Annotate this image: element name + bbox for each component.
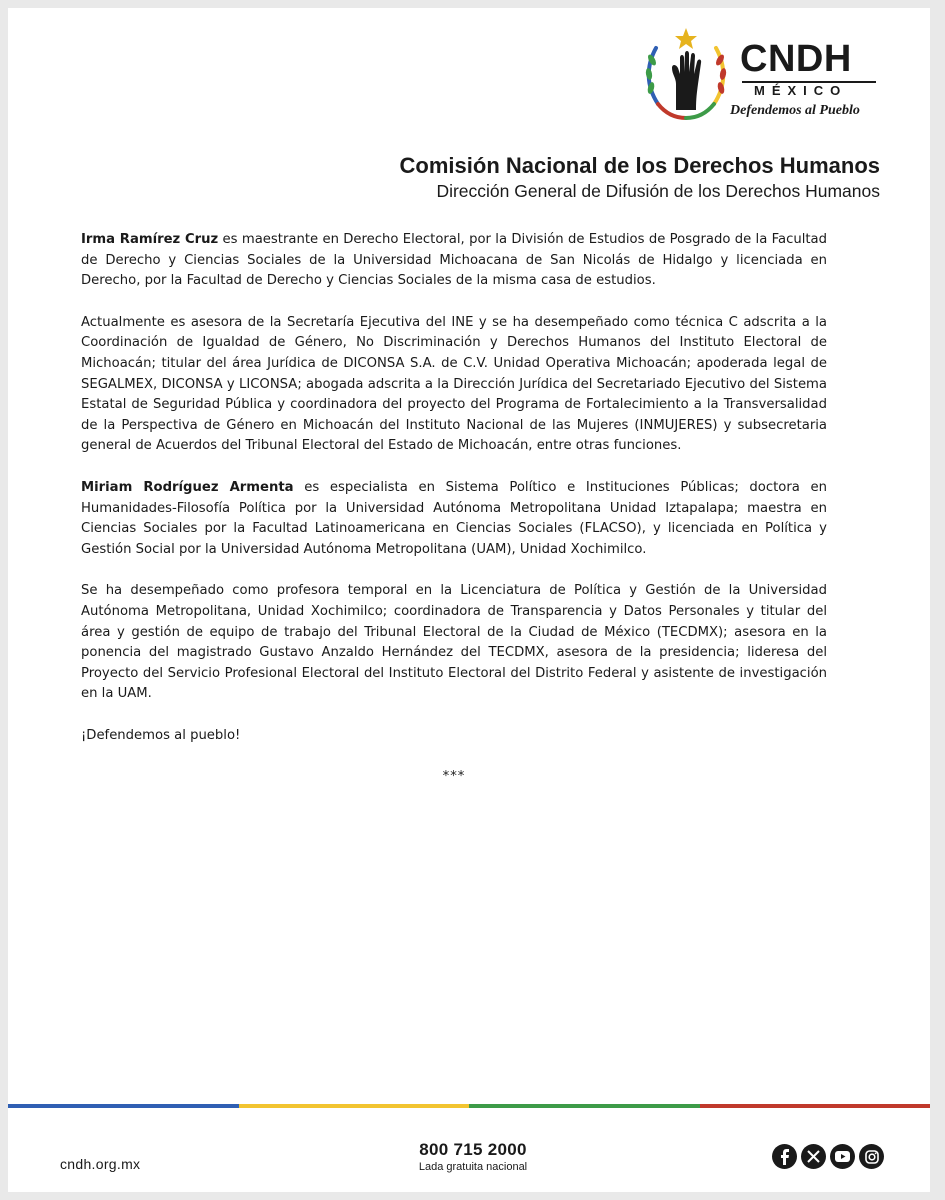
- phone-label: Lada gratuita nacional: [418, 1161, 528, 1173]
- logo-slogan: Defendemos al Pueblo: [730, 103, 860, 118]
- cndh-logo: [636, 26, 886, 126]
- person-name: Miriam Rodríguez Armenta: [81, 479, 294, 495]
- footer-color-bar: [8, 1104, 930, 1108]
- social-links: [772, 1144, 884, 1169]
- paragraph: [81, 313, 827, 457]
- person-name: Irma Ramírez Cruz: [81, 232, 219, 247]
- website-link[interactable]: cndh.org.mx: [60, 1156, 141, 1172]
- paragraph: [81, 581, 827, 705]
- facebook-icon[interactable]: [772, 1144, 797, 1169]
- bar-segment-blue: [8, 1104, 239, 1108]
- phone-block: [388, 1140, 558, 1174]
- bar-segment-yellow: [239, 1104, 470, 1108]
- bar-segment-green: [469, 1104, 700, 1108]
- section-separator: ***: [442, 769, 466, 785]
- document-body: [81, 230, 827, 788]
- document-heading: [400, 152, 880, 202]
- closing-line: ¡Defendemos al pueblo!: [81, 727, 241, 743]
- document-page: [8, 8, 930, 1192]
- paragraph-text: Actualmente es asesora de la Secretaría Ejecutiva del INE y se ha desempeñado como técnica C adscrita a la Coordinación de Igualdad de Género, No Discriminación y Derechos Humanos del Instituto Electoral de Michoacán; titular del área Jurídica de DICONSA S.A. de C.V. Unidad Operativa Michoacán; apoderada legal de SEGALMEX, DICONSA y LICONSA; abogada adscrita a la Dirección Jurídica del Secretariado Ejecutivo del Sistema Estatal de Seguridad Pública y coordinadora del proyecto del Programa de Fortalecimiento a la Transversalidad de la Perspectiva de Género en Michoacán del Instituto Nacional de las Mujeres (INMUJERES) y subsecretaria general de Acuerdos del Tribunal Electoral del Estado de Michoacán, entre otras funciones.: [81, 314, 827, 454]
- logo-wordmark: CNDH: [740, 38, 852, 80]
- instagram-icon[interactable]: [859, 1144, 884, 1169]
- logo-country: MÉXICO: [754, 83, 848, 98]
- paragraph: [81, 478, 827, 560]
- youtube-icon[interactable]: [830, 1144, 855, 1169]
- emblem-icon: [636, 26, 736, 126]
- paragraph-text: es maestrante en Derecho Electoral, por la División de Estudios de Posgrado de la Facultad de Derecho y Ciencias Sociales de la Universidad Michoacana de San Nicolás de Hidalgo y licenciada en Derecho, por la Facultad de Derecho y Ciencias Sociales de la misma casa de estudios.: [81, 232, 827, 289]
- paragraph: [81, 230, 827, 292]
- document-subtitle: Dirección General de Difusión de los Derechos Humanos: [436, 181, 880, 201]
- paragraph-text: Se ha desempeñado como profesora temporal en la Licenciatura de Política y Gestión de la Universidad Autónoma Metropolitana, Unidad Xochimilco; coordinadora de Transparencia y Datos Personales y titular del área y gestión de equipo de trabajo del Tribunal Electoral de la Ciudad de México (TECDMX); asesora en la ponencia del magistrado Gustavo Anzaldo Hernández del TECDMX, asesora de la presidencia; lideresa del Proyecto del Servicio Profesional Electoral del Instituto Electoral del Distrito Federal y asistente de investigación en la UAM.: [81, 583, 827, 702]
- x-icon[interactable]: [801, 1144, 826, 1169]
- bar-segment-red: [700, 1104, 931, 1108]
- document-title: Comisión Nacional de los Derechos Humanos: [399, 153, 880, 178]
- paragraph-text: es especialista en Sistema Político e Instituciones Públicas; doctora en Humanidades-Filosofía Política por la Universidad Autónoma Metropolitana Unidad Iztapalapa; maestra en Ciencias Sociales por la Facultad Latinoamericana en Ciencias Sociales (FLACSO), y licenciada en Política y Gestión Social por la Universidad Autónoma Metropolitana (UAM), Unidad Xochimilco.: [81, 479, 827, 557]
- phone-number[interactable]: 800 715 2000: [419, 1140, 527, 1159]
